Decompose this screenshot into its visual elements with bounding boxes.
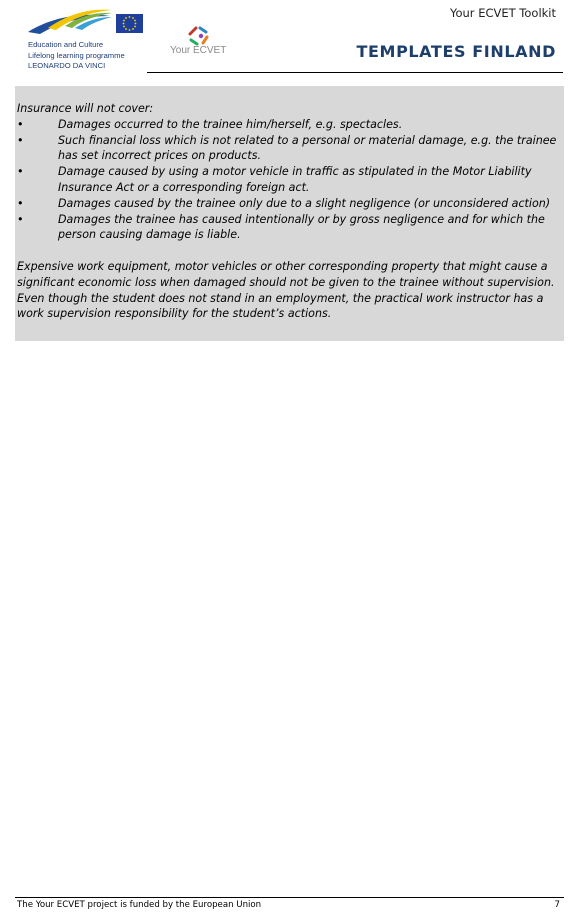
bullet-icon: •: [17, 196, 24, 210]
bullet-icon: •: [17, 212, 24, 226]
your-ecvet-logo-text: Your ECVET: [170, 45, 227, 56]
funding-note: The Your ECVET project is funded by the European Union: [17, 900, 262, 910]
list-item-text: Damages caused by the trainee only due to a slight negligence (or unconsidered action): [58, 196, 551, 210]
bullet-icon: •: [17, 117, 24, 131]
list-item-text: Such financial loss which is not related to a personal or material damage, e.g. the trainee has set incorrect prices on products.: [58, 133, 557, 163]
list-item: [17, 196, 562, 212]
eu-logo-line-1: Education and Culture: [28, 40, 104, 49]
bullet-icon: •: [17, 133, 24, 147]
toolkit-title: Your ECVET Toolkit: [449, 6, 556, 20]
page-header: [0, 0, 585, 74]
page-number: 7: [554, 900, 560, 910]
intro-text: Insurance will not cover:: [17, 102, 154, 115]
list-item: [17, 212, 562, 244]
exclusions-list: [17, 117, 562, 243]
list-item-text: Damages the trainee has caused intentionally or by gross negligence and for which the person causing damage is liable.: [58, 212, 545, 242]
list-item: [17, 133, 562, 165]
list-item-text: Damage caused by using a motor vehicle in traffic as stipulated in the Motor Liability Insurance Act or a corresponding foreign act.: [58, 165, 532, 194]
list-item: [17, 117, 562, 133]
bullet-icon: •: [17, 165, 24, 179]
insurance-exclusions-box: [15, 86, 564, 341]
list-item: [17, 164, 562, 196]
section-title: TEMPLATES FINLAND: [356, 42, 556, 61]
footer-divider: [15, 897, 564, 898]
equipment-paragraph: Expensive work equipment, motor vehicles or other corresponding property that might cause a significant economic loss when damaged should not be given to the trainee without supervision. Even though the student does not stand in an employment, the practical work instructor has a work supervision responsibility for the student’s actions.: [17, 259, 555, 321]
eu-logo-line-2: Lifelong learning programme: [28, 50, 125, 60]
list-item-text: Damages occurred to the trainee him/herself, e.g. spectacles.: [58, 117, 403, 131]
header-divider: [147, 72, 563, 73]
eu-logo-line-3: LEONARDO DA VINCI: [28, 61, 106, 70]
eu-logo-caption: [28, 40, 125, 72]
